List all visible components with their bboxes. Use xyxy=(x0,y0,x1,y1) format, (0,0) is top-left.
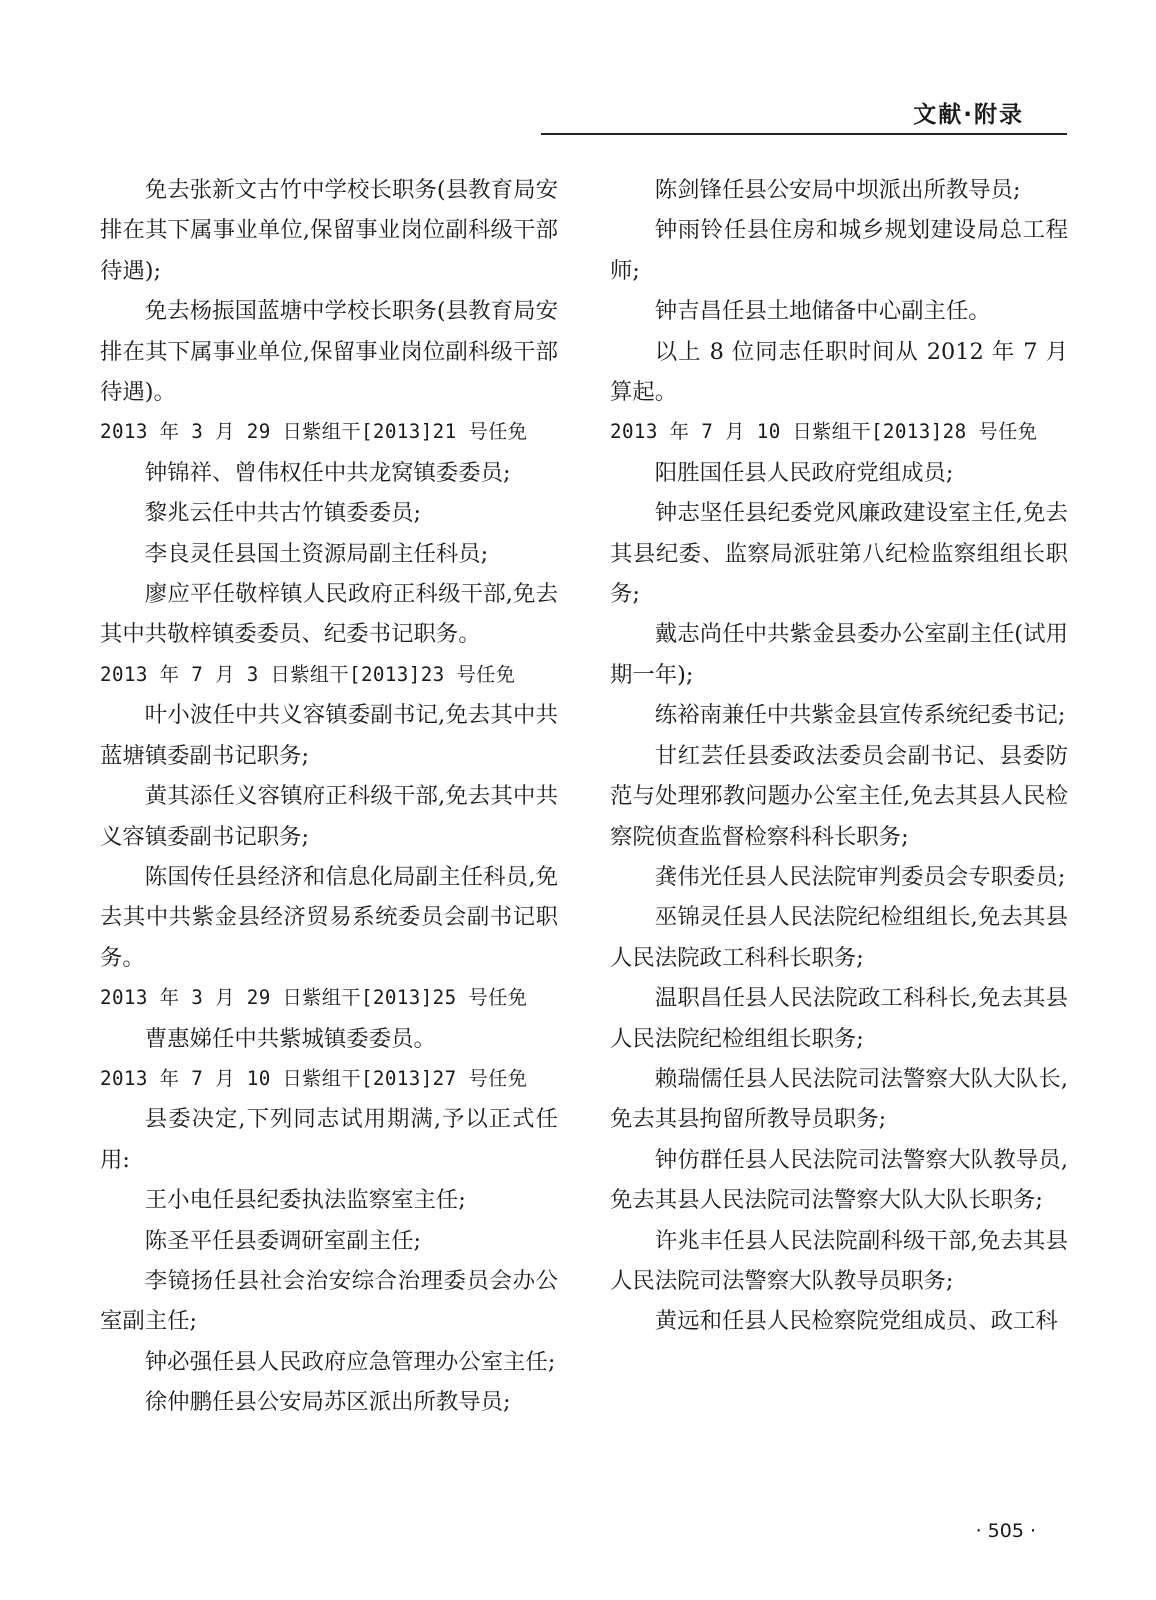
paragraph: 李镜扬任县社会治安综合治理委员会办公室副主任; xyxy=(100,1267,558,1335)
paragraph: 甘红芸任县委政法委员会副书记、县委防范与处理邪教问题办公室主任,免去其县人民检察院侦查监督检察科科长职务; xyxy=(610,742,1068,850)
paragraph: 戴志尚任中共紫金县委办公室副主任(试用期一年); xyxy=(610,621,1068,688)
paragraph: 许兆丰任县人民法院副科级干部,免去其县人民法院司法警察大队教导员职务; xyxy=(610,1227,1068,1294)
paragraph: 王小电任县纪委执法监察室主任; xyxy=(144,1187,466,1214)
paragraph: 黄其添任义容镇府正科级干部,免去其中共义容镇委副书记职务; xyxy=(100,783,558,850)
paragraph: 黎兆云任中共古竹镇委委员; xyxy=(144,500,422,527)
document-heading: 2013 年 3 月 29 日紫组干[2013]21 号任免 xyxy=(100,420,528,444)
paragraph: 陈剑锋任县公安局中坝派出所教导员; xyxy=(654,177,1021,203)
paragraph: 黄远和任县人民检察院党组成员、政工科 xyxy=(654,1308,1058,1335)
paragraph: 陈国传任县经济和信息化局副主任科员,免去其中共紫金县经济贸易系统委员会副书记职务。 xyxy=(100,863,558,971)
paragraph: 练裕南兼任中共紫金县宣传系统纪委书记; xyxy=(654,702,1066,729)
paragraph: 免去杨振国蓝塘中学校长职务(县教育局安排在其下属事业单位,保留事业岗位副科级干部待遇)。 xyxy=(100,298,558,406)
paragraph: 钟志坚任县纪委党风廉政建设室主任,免去其县纪委、监察局派驻第八纪检监察组组长职务; xyxy=(610,500,1068,608)
paragraph: 县委决定,下列同志试用期满,予以正式任用: xyxy=(100,1106,558,1173)
paragraph: 免去张新文古竹中学校长职务(县教育局安排在其下属事业单位,保留事业岗位副科级干部待遇); xyxy=(100,177,558,284)
paragraph: 钟吉昌任县土地储备中心副主任。 xyxy=(654,298,991,325)
right-column xyxy=(610,170,1068,1342)
document-heading: 2013 年 7 月 10 日紫组干[2013]28 号任免 xyxy=(610,420,1038,444)
header-rule xyxy=(541,133,1067,135)
page-number: · 505 · xyxy=(975,1520,1036,1542)
left-column xyxy=(100,170,558,1423)
paragraph: 赖瑞儒任县人民法院司法警察大队大队长,免去其县拘留所教导员职务; xyxy=(610,1065,1068,1133)
paragraph: 温职昌任县人民法院政工科科长,免去其县人民法院纪检组组长职务; xyxy=(610,985,1068,1052)
paragraph: 阳胜国任县人民政府党组成员; xyxy=(654,459,954,486)
paragraph: 徐仲鹏任县公安局苏区派出所教导员; xyxy=(144,1389,511,1416)
paragraph: 廖应平任敬梓镇人民政府正科级干部,免去其中共敬梓镇委委员、纪委书记职务。 xyxy=(100,581,558,648)
paragraph: 以上 8 位同志任职时间从 2012 年 7 月算起。 xyxy=(610,338,1068,406)
paragraph: 巫锦灵任县人民法院纪检组组长,免去其县人民法院政工科科长职务; xyxy=(610,904,1068,971)
paragraph: 陈圣平任县委调研室副主任; xyxy=(144,1227,422,1254)
paragraph: 龚伟光任县人民法院审判委员会专职委员; xyxy=(654,863,1066,890)
paragraph: 钟雨铃任县住房和城乡规划建设局总工程师; xyxy=(610,217,1068,284)
paragraph: 曹惠娣任中共紫城镇委委员。 xyxy=(144,1025,436,1052)
paragraph: 钟必强任县人民政府应急管理办公室主任; xyxy=(144,1348,556,1375)
paragraph: 叶小波任中共义容镇委副书记,免去其中共蓝塘镇委副书记职务; xyxy=(100,702,558,769)
paragraph: 钟锦祥、曾伟权任中共龙窝镇委委员; xyxy=(144,459,511,486)
page-header-title: 文献·附录 xyxy=(913,102,1024,128)
document-heading: 2013 年 7 月 10 日紫组干[2013]27 号任免 xyxy=(100,1066,528,1090)
paragraph: 钟仿群任县人民法院司法警察大队教导员,免去其县人民法院司法警察大队大队长职务; xyxy=(610,1146,1068,1214)
document-heading: 2013 年 3 月 29 日紫组干[2013]25 号任免 xyxy=(100,986,528,1010)
document-heading: 2013 年 7 月 3 日紫组干[2013]23 号任免 xyxy=(100,662,516,686)
paragraph: 李良灵任县国土资源局副主任科员; xyxy=(144,540,489,567)
